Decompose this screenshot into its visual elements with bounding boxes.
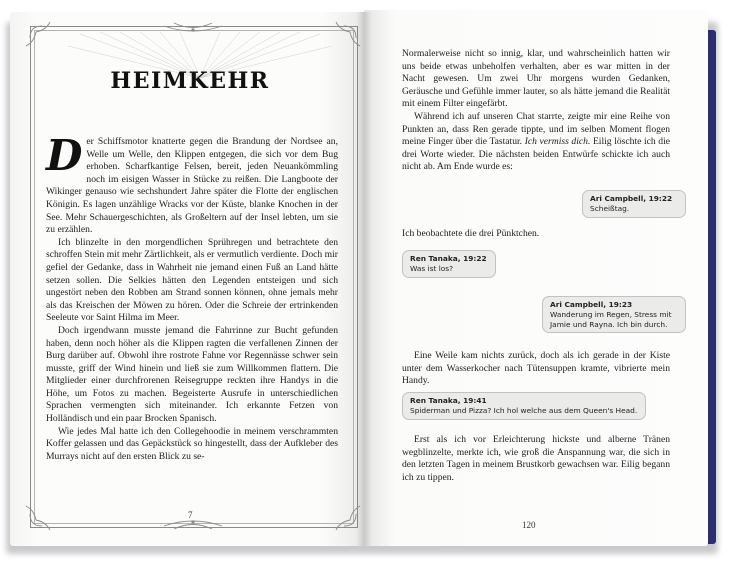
chat-message: Scheißtag. xyxy=(590,203,630,213)
chat-message: Spiderman und Pizza? Ich hol welche aus dem Queen's Head. xyxy=(410,405,638,415)
paragraph: Ich blinzelte in den morgendlichen Sprühregen und betrachtete den schroffen Stein mit mehr Zärtlichkeit, als er vermutlich verdiente. Doch mir gefiel der Gedanke, dass in Wahrheit nie jemand einen Fuß an Land hätte setzen sollen. Die Selkies hätten den Legenden entsteigen und sich ungestört neben den Robben am Strand sonnen können, ohne jemals mehr als das Kreischen der Möwen zu hören. Oder die Schreie der ertrinkenden Seeleute vor Saint Hilma im Meer. xyxy=(46,236,338,324)
chat-sender: Ari Campbell, 19:23 xyxy=(550,300,633,309)
page-number: 7 xyxy=(188,510,193,520)
paragraph: Normalerweise nicht so innig, klar, und wahrscheinlich hatten wir uns beide etwas unbeholfen verhalten, aber es war mitten in der Nacht gewesen. Um zwei Uhr morgens wurden Gedanken, Geräusche und Gefühle immer lauter, so als hätte jemand die Realität mit einem Filter eingefärbt. xyxy=(402,48,670,110)
right-page xyxy=(364,10,708,546)
paragraph: Während ich auf unseren Chat starrte, zeigte mir eine Reihe von Punkten an, dass Ren gerade tippte, und im selben Moment flogen meine Finger über die Tastatur. Ich vermiss dich. Eilig löschte ich die drei Worte wieder. Die nächsten beiden Entwürfe schickte ich auch nicht ab. Am Ende wurde es: xyxy=(402,110,670,173)
narration: Erst als ich vor Erleichterung hickste und alberne Tränen wegblinzelte, merkte ich, wie groß die Anspannung war, die sich in den letzten Tagen in meinem Brustkorb gewachsen war. Eilig begann ich zu tippen. xyxy=(402,434,670,483)
paragraph: Wie jedes Mal hatte ich den Collegehoodie in meinem verschrammten Koffer gelassen und das Gepäckstück so hingestellt, dass der Aufkleber des Murrays nicht auf den ersten Blick zu se- xyxy=(46,425,338,462)
chat-bubble-received xyxy=(402,392,646,420)
right-page-intro xyxy=(402,48,670,174)
chat-bubble-sent xyxy=(542,296,686,333)
chat-message: Was ist los? xyxy=(410,263,454,273)
page-number: 120 xyxy=(522,520,536,530)
italic-phrase: Ich vermiss dich. xyxy=(524,136,591,148)
narration: Ich beobachtete die drei Pünktchen. xyxy=(402,228,540,239)
narration: Eine Weile kam nichts zurück, doch als ich gerade in der Kiste unter dem Wasserkocher nach Tütensuppen kramte, vibrierte mein Handy. xyxy=(402,350,670,387)
chat-message: Wanderung im Regen, Stress mit Jamie und Rayna. Ich bin durch. xyxy=(550,309,672,329)
paragraph: Doch irgendwann musste jemand die Fahrrinne zur Bucht gefunden haben, denn noch höher als die Klippen ragten die verfallenen Zinnen der Burg darüber auf. Obwohl ihre rostrote Fahne vor Regennässe schwer sein musste, griff der Wind hinein und ließ sie zum Willkommen flattern. Die Mitglieder einer durchfrorenen Reisegruppe reckten ihre Handys in die Höhe, um Fotos zu machen. Begeisterte Ausrufe in unterschiedlichen Sprachen vermengten sich miteinander. Ich erkannte Fetzen von Holländisch und ein paar Brocken Spanisch. xyxy=(46,324,338,425)
chat-sender: Ren Tanaka, 19:22 xyxy=(410,254,487,263)
chapter-title: HEIMKEHR xyxy=(110,68,270,94)
book-gutter xyxy=(356,12,372,546)
chat-bubble-sent xyxy=(582,190,686,218)
chat-sender: Ari Campbell, 19:22 xyxy=(590,194,673,203)
left-page xyxy=(10,12,364,546)
chat-bubble-received xyxy=(402,250,496,278)
drop-cap: D xyxy=(46,131,83,180)
chat-sender: Ren Tanaka, 19:41 xyxy=(410,396,487,405)
paragraph: Der Schiffsmotor knatterte gegen die Brandung der Nordsee an, Welle um Welle, den Klippen entgegen, die sich vor dem Bug erhoben. Scharfkantige Felsen, bereit, jeden Neuankömmling noch im eisigen Wasser in Stücke zu reißen. Die Langboote der Wikinger genauso wie sechshundert Jahre später die Flotte der englischen Königin. Es lagen unzählige Wracks vor der Küste, blanke Knochen in der See. Mehr Schauergeschichten, als Großeltern auf der Insel lebten, um sie zu erzählen. xyxy=(46,131,338,236)
left-page-body xyxy=(46,131,338,463)
